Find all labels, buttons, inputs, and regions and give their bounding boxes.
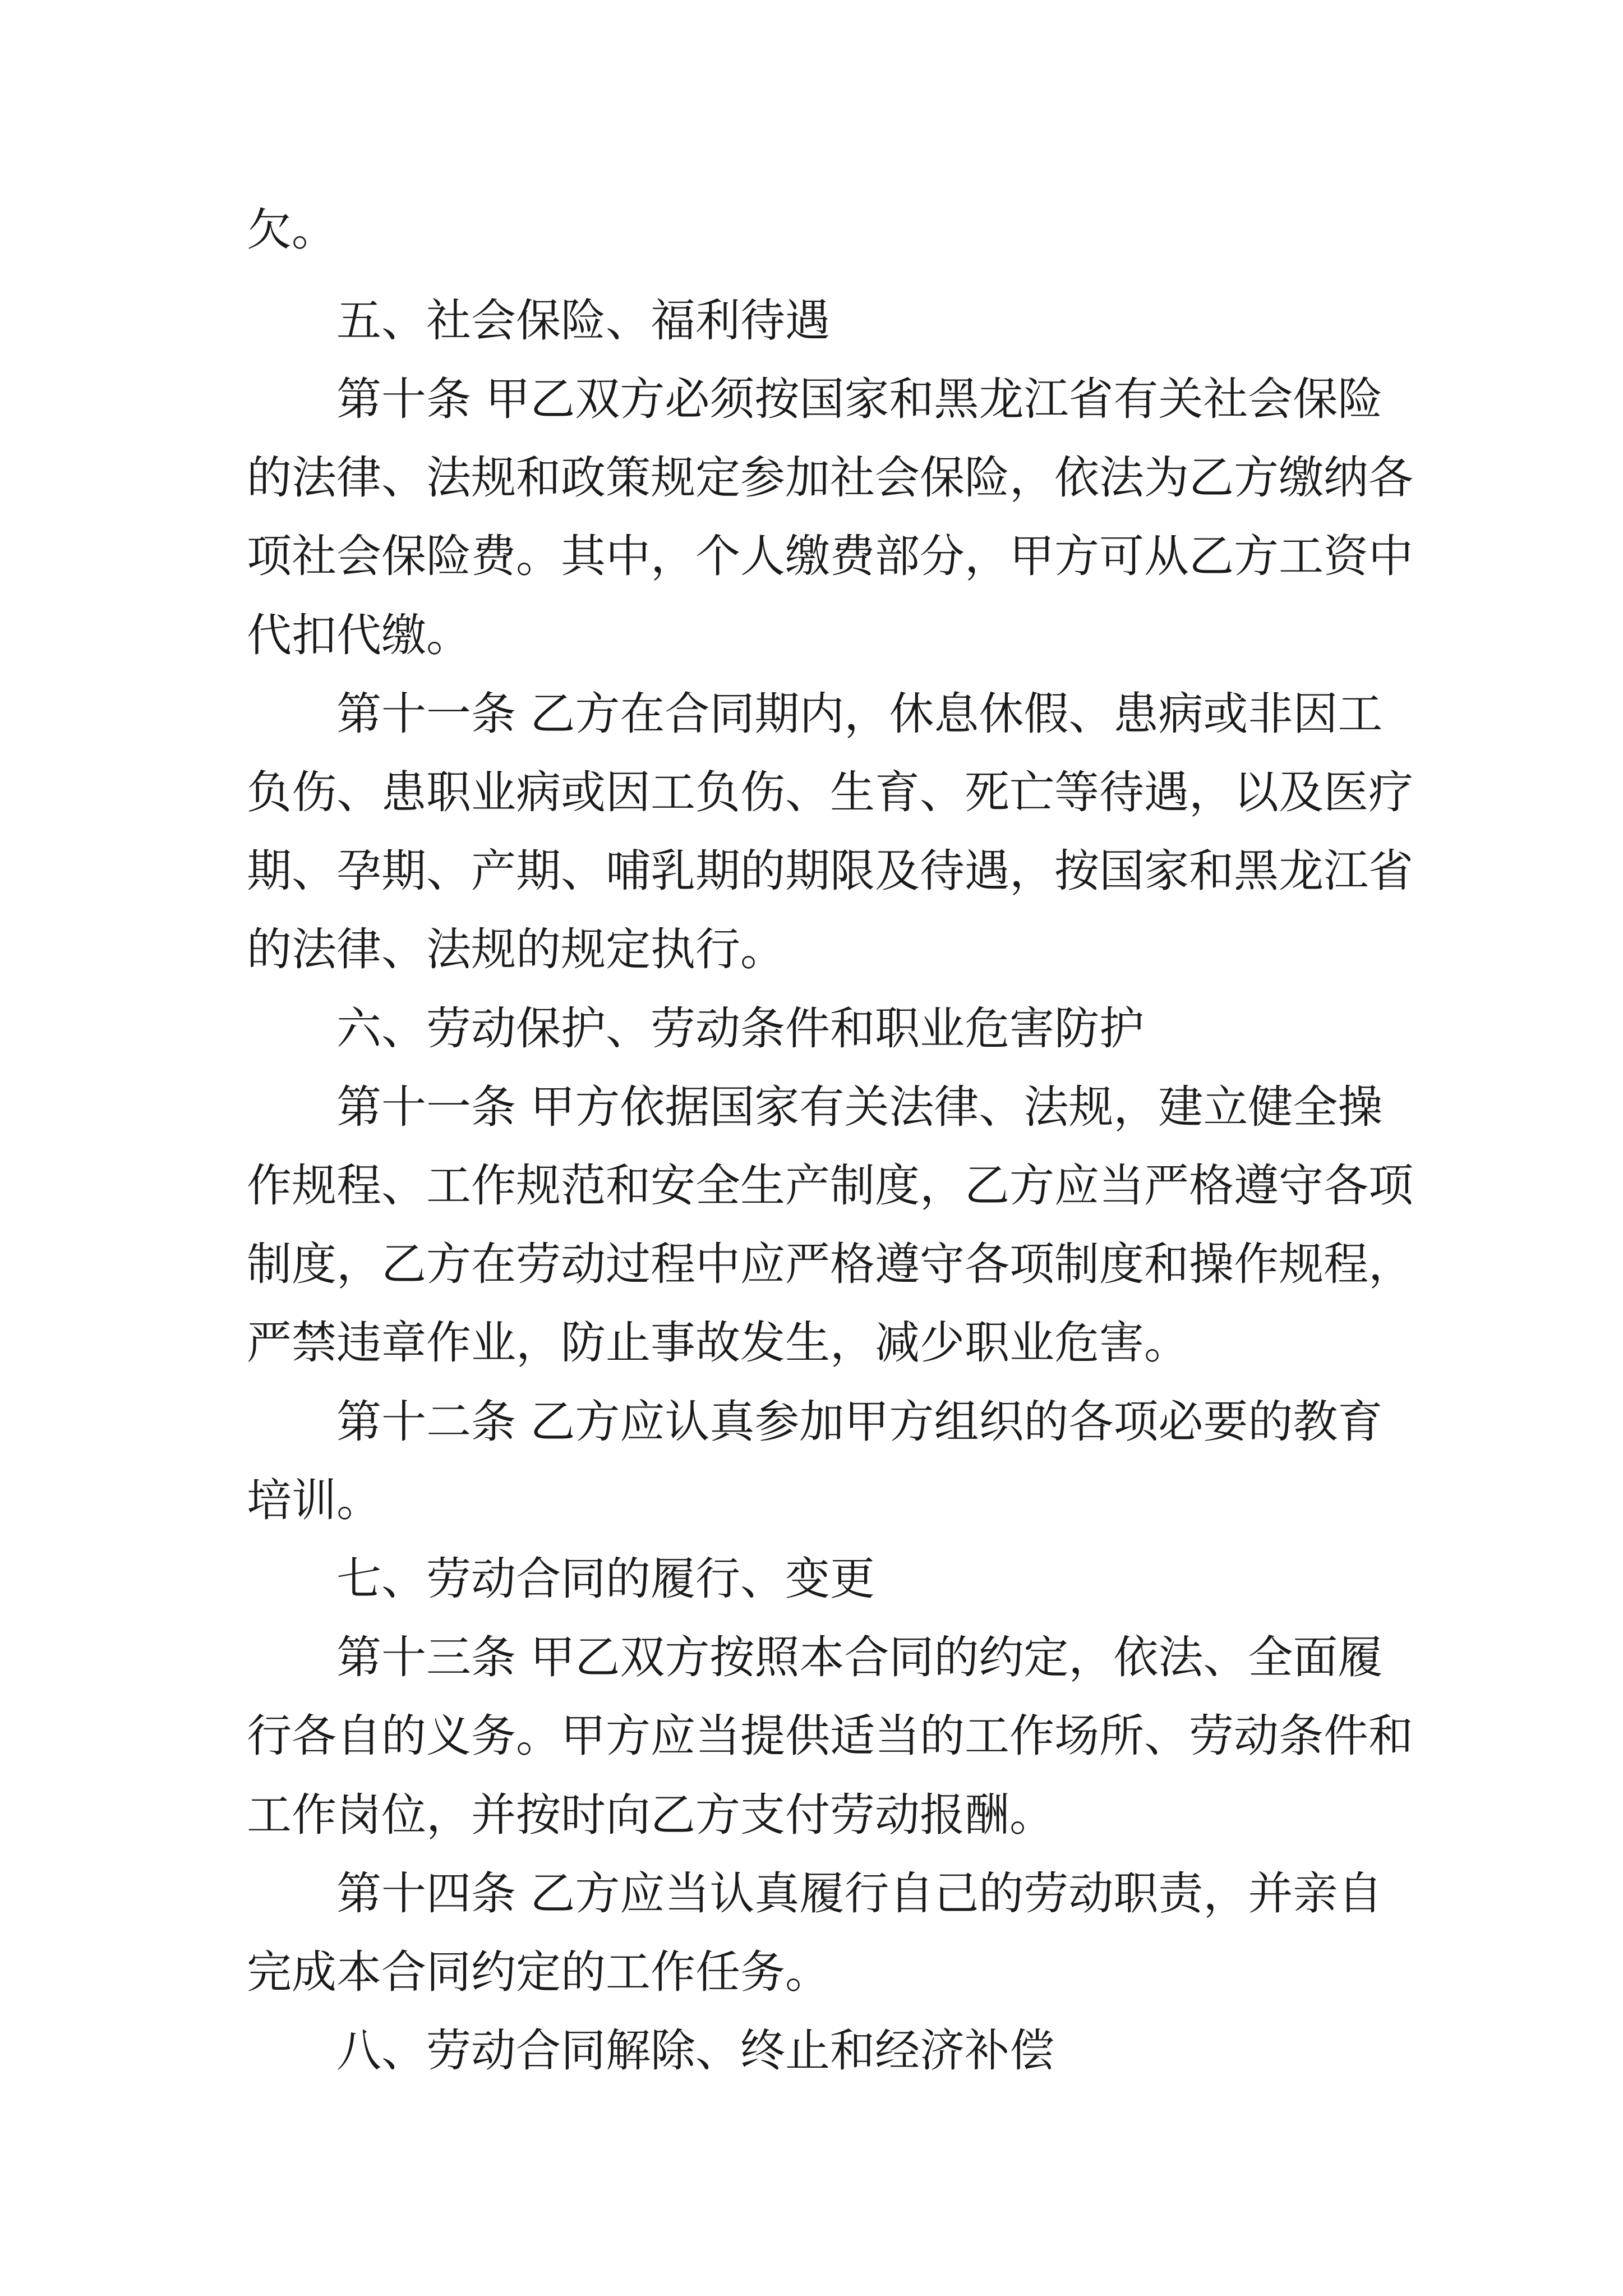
- text-line: 作规程、工作规范和安全生产制度，乙方应当严格遵守各项: [247, 1159, 1413, 1212]
- text-line: 完成本合同约定的工作任务。: [247, 1946, 830, 1998]
- text-line: 培训。: [247, 1474, 381, 1526]
- article-text: 第十一条 甲方依据国家有关法律、法规，建立健全操: [336, 1081, 1383, 1133]
- text-line: 欠。: [247, 204, 336, 256]
- article-text: 第十三条 甲乙双方按照本合同的约定，依法、全面履: [336, 1631, 1383, 1683]
- section-heading: 六、劳动保护、劳动条件和职业危害防护: [336, 1002, 1144, 1055]
- article-text: 第十一条 乙方在合同期内，休息休假、患病或非因工: [336, 688, 1383, 740]
- text-line: 代扣代缴。: [247, 609, 471, 661]
- article-text: 第十四条 乙方应当认真履行自己的劳动职责，并亲自: [336, 1867, 1383, 1920]
- text-line: 负伤、患职业病或因工负伤、生育、死亡等待遇，以及医疗: [247, 766, 1413, 818]
- section-heading: 五、社会保险、福利待遇: [336, 295, 830, 347]
- text-line: 期、孕期、产期、哺乳期的期限及待遇，按国家和黑龙江省: [247, 845, 1413, 897]
- text-line: 行各自的义务。甲方应当提供适当的工作场所、劳动条件和: [247, 1710, 1413, 1762]
- text-line: 项社会保险费。其中，个人缴费部分，甲方可从乙方工资中: [247, 530, 1413, 582]
- text-line: 制度，乙方在劳动过程中应严格遵守各项制度和操作规程，: [247, 1238, 1413, 1290]
- section-heading: 八、劳动合同解除、终止和经济补偿: [336, 2024, 1054, 2077]
- text-line: 工作岗位，并按时向乙方支付劳动报酬。: [247, 1789, 1054, 1841]
- section-heading: 七、劳动合同的履行、变更: [336, 1553, 875, 1605]
- text-line: 的法律、法规的规定执行。: [247, 923, 785, 976]
- text-line: 严禁违章作业，防止事故发生，减少职业危害。: [247, 1317, 1189, 1369]
- article-text: 第十二条 乙方应认真参加甲方组织的各项必要的教育: [336, 1396, 1383, 1448]
- text-line: 的法律、法规和政策规定参加社会保险，依法为乙方缴纳各: [247, 452, 1413, 504]
- article-text: 第十条 甲乙双方必须按国家和黑龙江省有关社会保险: [336, 373, 1383, 425]
